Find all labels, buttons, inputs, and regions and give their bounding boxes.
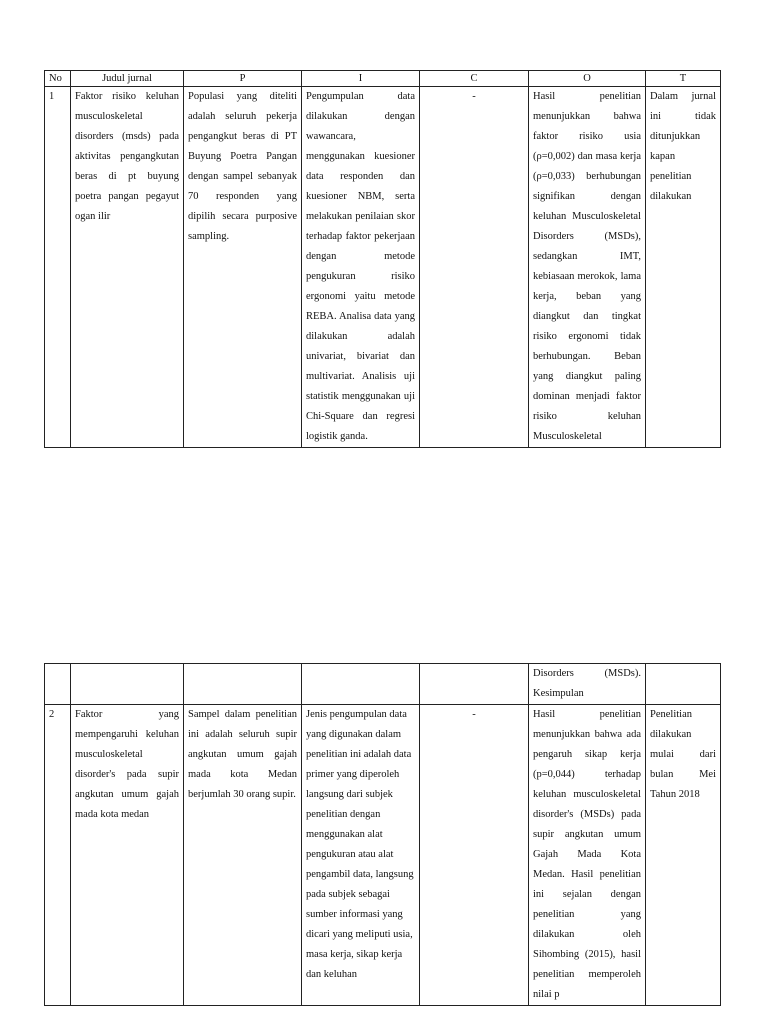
- table-row: [45, 87, 721, 448]
- table-header-row: [45, 71, 721, 87]
- header-no: No: [45, 71, 71, 87]
- header-c: C: [420, 71, 529, 87]
- cell-judul: Faktor risiko keluhan musculoskeletal disorders (msds) pada aktivitas pengangkutan beras di pt buyung poetra pangan pegayut ogan ilir: [71, 87, 184, 448]
- table-row: [45, 705, 721, 1006]
- cell-p: Sampel dalam penelitian ini adalah seluruh supir angkutan umum gajah mada kota Medan berjumlah 30 orang supir.: [184, 705, 302, 1006]
- cont-cell-no: [45, 664, 71, 705]
- header-o: O: [529, 71, 646, 87]
- cell-o: Hasil penelitian menunjukkan bahwa ada pengaruh sikap kerja (p=0,044) terhadap keluhan musculoskeletal disorder's (MSDs) pada supir angkutan umum Gajah Mada Kota Medan. Hasil penelitian ini sejalan dengan penelitian yang dilakukan oleh Sihombing (2015), hasil penelitian memperoleh nilai p: [529, 705, 646, 1006]
- row-number: 2: [45, 705, 71, 1006]
- journal-review-table-part-2: [44, 663, 721, 1006]
- cont-cell-t: [646, 664, 721, 705]
- cell-c: -: [420, 705, 529, 1006]
- cell-t: Dalam jurnal ini tidak ditunjukkan kapan penelitian dilakukan: [646, 87, 721, 448]
- cell-p: Populasi yang diteliti adalah seluruh pekerja pengangkut beras di PT Buyung Poetra Pangan dengan sampel sebanyak 70 responden yang dipilih secara purposive sampling.: [184, 87, 302, 448]
- header-judul: Judul jurnal: [71, 71, 184, 87]
- cell-i: Jenis pengumpulan data yang digunakan dalam penelitian ini adalah data primer yang diperoleh langsung dari subjek penelitian dengan menggunakan alat pengukuran atau alat pengambil data, langsung pada subjek sebagai sumber informasi yang dicari yang meliputi usia, masa kerja, sikap kerja dan keluhan: [302, 705, 420, 1006]
- cont-cell-p: [184, 664, 302, 705]
- cell-o: Hasil penelitian menunjukkan bahwa faktor risiko usia (ρ=0,002) dan masa kerja (ρ=0,033) berhubungan signifikan dengan keluhan Musculoskeletal Disorders (MSDs), sedangkan IMT, kebiasaan merokok, lama kerja, beban yang diangkut dan tingkat risiko ergonomi tidak berhubungan. Beban yang diangkut paling dominan menjadi faktor risiko keluhan Musculoskeletal: [529, 87, 646, 448]
- header-p: P: [184, 71, 302, 87]
- journal-review-table-part-1: [44, 70, 721, 448]
- cont-cell-i: [302, 664, 420, 705]
- cont-cell-judul: [71, 664, 184, 705]
- cont-cell-o: Disorders (MSDs). Kesimpulan: [529, 664, 646, 705]
- header-i: I: [302, 71, 420, 87]
- cont-cell-c: [420, 664, 529, 705]
- header-t: T: [646, 71, 721, 87]
- cell-c: -: [420, 87, 529, 448]
- table-row-continuation: [45, 664, 721, 705]
- row-number: 1: [45, 87, 71, 448]
- cell-i: Pengumpulan data dilakukan dengan wawancara, menggunakan kuesioner data responden dan kuesioner NBM, serta melakukan penilaian skor terhadap faktor pekerjaan dengan metode pengukuran risiko ergonomi yaitu metode REBA. Analisa data yang dilakukan adalah univariat, bivariat dan multivariat. Analisis uji statistik menggunakan uji Chi-Square dan regresi logistik ganda.: [302, 87, 420, 448]
- cell-judul: Faktor yang mempengaruhi keluhan musculoskeletal disorder's pada supir angkutan umum gajah mada kota medan: [71, 705, 184, 1006]
- cell-t: Penelitian dilakukan mulai dari bulan Mei Tahun 2018: [646, 705, 721, 1006]
